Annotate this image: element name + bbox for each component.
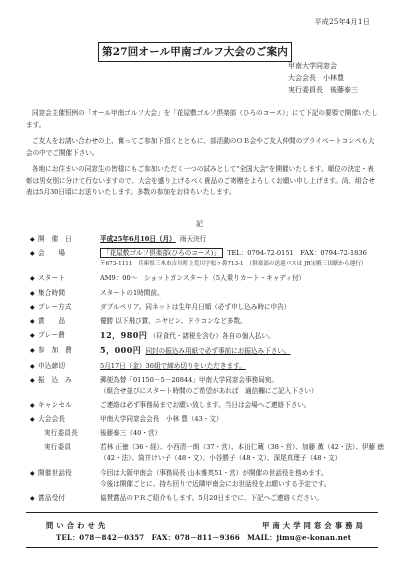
detail-row-chair	[30, 414, 385, 425]
contact-label: 問い合わせ先	[46, 521, 109, 530]
detail-label: 会 場	[38, 249, 66, 258]
detail-row-secretariat	[30, 468, 385, 490]
secretariat-main: 今回は大阪甲南会（事務局長 山本雅英51・営）が開催の世話役を務めます。	[100, 468, 328, 477]
bullet-icon: ◆	[30, 401, 35, 409]
detail-value: AM9：00～ ショットガンスタート（5人乗りカート・キャディ付）	[100, 274, 306, 283]
detail-label: プレー費	[38, 331, 65, 340]
detail-row-gather	[30, 288, 385, 299]
detail-row-award	[30, 493, 385, 504]
detail-value: ダブルペリア。同ネットは生年月日順（必ず申し込み時に申告）	[100, 302, 291, 311]
detail-row-play	[30, 302, 385, 313]
footer-bottom-rule	[26, 547, 378, 548]
detail-row-members	[30, 442, 385, 464]
bullet-icon: ◆	[30, 250, 35, 258]
detail-row-date	[30, 234, 385, 245]
bullet-icon: ◆	[30, 236, 35, 243]
intro-paragraph-1: 同窓会主催恒例の「オール甲南ゴルフ大会」を「花屋敷ゴルフ倶楽部（ひろのコース）」にて下記の要領で開催いたします。	[26, 109, 378, 129]
detail-value: ご連絡は必ず事務局までお願い致します。当日は会場へご連絡下さい。	[100, 400, 311, 409]
bullet-icon: ◆	[30, 469, 35, 477]
bullet-icon: ◆	[30, 494, 35, 502]
bullet-icon: ◆	[30, 317, 35, 325]
detail-row-prize	[30, 316, 385, 327]
contact-header	[46, 521, 366, 531]
detail-label: 開 催 日	[38, 235, 72, 243]
details-list	[30, 234, 385, 507]
detail-value: 甲南大学同窓会会長 小林 豊（43・文）	[100, 415, 223, 424]
detail-value: 後藤泰三（40・営）	[100, 429, 162, 438]
footer-top-rule	[26, 512, 378, 513]
detail-label: キャンセル	[38, 400, 72, 409]
transfer-account: 郵便為替「01150－5－20844」甲南大学同窓会事務局宛。	[100, 375, 279, 384]
detail-value	[100, 330, 385, 342]
venue-tel: TEL：0794-72-0151 FAX：0794-72-1836	[227, 249, 367, 258]
detail-label: 集合時間	[38, 288, 66, 297]
detail-row-fee	[30, 330, 385, 342]
detail-label: 賞品受付	[38, 493, 66, 502]
detail-row-deadline	[30, 361, 385, 372]
title-block	[98, 40, 292, 62]
bullet-icon: ◆	[30, 289, 35, 297]
detail-value	[100, 468, 385, 490]
detail-value: 5月17日（金）36組で締め切りをいただきます。	[100, 361, 246, 370]
intro-paragraph-3: 各地にお住まいの同窓生の皆様にもご参加いただく一つの試みとして"全国大会"を開催いたします。順位の決定・表彰は男女別に分けて行ないますので、大会を盛り上げるべく貴品のご寄贈をよろしくお願い申し上げます。尚、組合せ表は5月30日頃にお送りいたします。多数の参加をお待ちいたします。	[26, 165, 375, 196]
bullet-icon: ◆	[30, 347, 35, 355]
issue-date: 平成25年4月1日	[314, 18, 370, 26]
detail-label: 振 込 み	[38, 375, 72, 384]
contact-details: TEL：078－842－0357 FAX：078－811－9366 MAIL：jimu@e-konan.net	[56, 533, 352, 542]
entry-note: 同封の振込み用紙で必ず事前にお振込み下さい。	[145, 347, 291, 356]
detail-label: 開催世話役	[38, 468, 72, 477]
contact-organization: 甲南大学同窓会事務局	[262, 521, 366, 530]
detail-label: 実行委員	[44, 443, 72, 452]
detail-value	[100, 345, 385, 357]
bullet-icon: ◆	[30, 332, 35, 340]
detail-row-start	[30, 273, 385, 284]
event-date: 平成25年6月10日（月）	[100, 235, 176, 243]
detail-label: 申込締切	[38, 361, 66, 370]
secretariat-note: 今後は開催ごとに、持ち回りで近隣甲南会にお世話役をお願いする予定です。	[100, 479, 331, 488]
ki-heading: 記	[196, 220, 203, 228]
detail-value	[100, 375, 385, 397]
detail-row-venue	[30, 248, 385, 270]
detail-value	[100, 234, 385, 245]
bullet-icon: ◆	[30, 303, 35, 311]
detail-label: 参 加 費	[38, 346, 72, 355]
bullet-icon: ◆	[30, 376, 35, 384]
detail-row-entry	[30, 345, 385, 357]
detail-row-transfer	[30, 375, 385, 397]
organizer-exec: 実行委員長 後藤泰三	[288, 86, 358, 94]
fee-note: （昼食代・諸税を含む）各自の個人払い。	[149, 332, 275, 341]
bullet-icon: ◆	[30, 275, 35, 283]
detail-row-cancel	[30, 400, 385, 411]
detail-value: 優勝 以下飛び賞、ニヤピン、ドラコンなど多数。	[100, 316, 247, 325]
detail-label: 実行委員長	[44, 429, 78, 438]
entry-amount: 5，000円	[100, 345, 142, 356]
detail-label: スタート	[38, 274, 66, 283]
intro-paragraph-2: ご友人をお誘い合わせの上、奮ってご参加下頂くとともに、部活動のＯＢ会やご友人仲間のプライベートコンペも大会の中でご開催下さい。	[26, 137, 375, 157]
organizer-chair: 大会会長 小林豊	[288, 74, 344, 82]
organizer-name: 甲南大学同窓会	[288, 62, 337, 70]
detail-label: プレー方式	[38, 302, 72, 311]
transfer-note: （組合せ並びにスタート時間のご希望があれば 通信欄にご記入下さい）	[100, 386, 318, 395]
detail-label: 賞 品	[38, 316, 66, 325]
detail-value: 協賛賞品のＰＲご紹介もします。5月20日までに、下記へご連絡ください。	[100, 493, 324, 502]
detail-value: 若林 正徳（36・経）、小西清一朗（37・営）、本田仁蔵（38・営）、加藤 薫（42・法）、伊藤 徳（42・法）、筒井けい子（48・文）、小谷勝子（48・文）、深尾真理子（48・文）	[100, 443, 384, 463]
detail-value: スタートの1時間前。	[100, 288, 164, 297]
venue-address: 〒673-1111 兵庫県三木市吉川町上荒川字松ヶ鼻713-1 （倶楽部の送迎バスは JR宝殿三田駅から運行）	[100, 261, 367, 268]
organizer-block	[288, 60, 358, 96]
detail-label: 大会会長	[38, 415, 66, 424]
document-title: 第27回オール甲南ゴルフ大会のご案内	[98, 42, 292, 62]
event-date-note: 雨天決行	[179, 235, 207, 243]
detail-row-exec	[30, 428, 385, 439]
fee-amount: 12，980円	[100, 330, 148, 341]
bullet-icon: ◆	[30, 362, 35, 370]
detail-value	[100, 248, 385, 270]
venue-name: 「花屋敷ゴルフ倶楽部(ひろのコース)」	[100, 248, 223, 258]
bullet-icon: ◆	[30, 416, 35, 424]
